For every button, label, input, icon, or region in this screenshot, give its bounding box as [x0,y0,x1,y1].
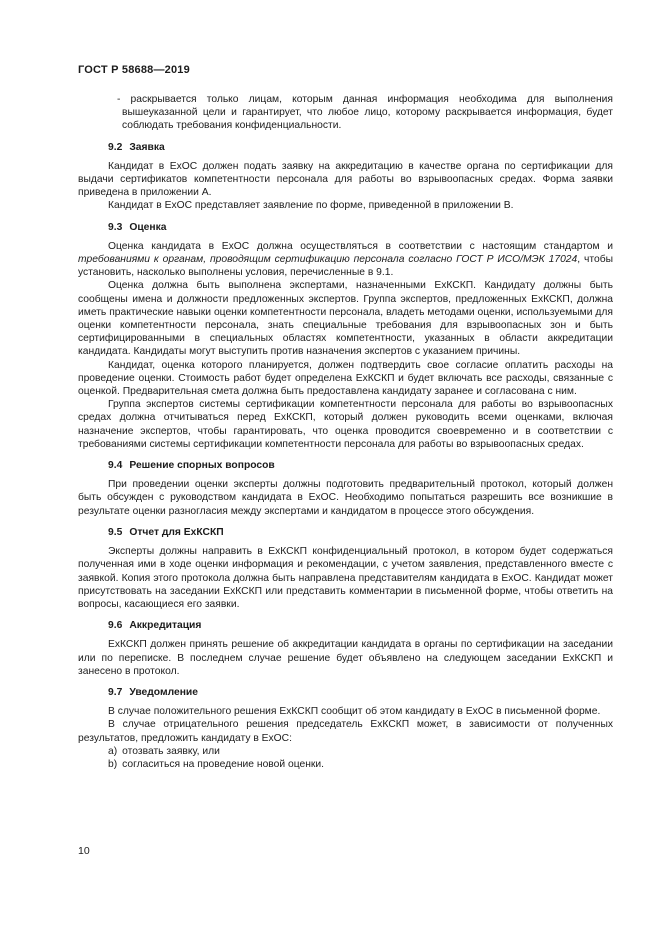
paragraph: В случае положительного решения ЕхКСКП сообщит об этом кандидату в ЕхОС в письменной форме. [108,706,601,718]
document-body [78,93,613,771]
section-heading-9-5: 9.5 Отчет для ЕхКСКП [108,526,224,538]
paragraph: Кандидат в ЕхОС должен подать заявку на аккредитацию в качестве органа по сертификации для выдачи сертификатов компетентности персонала для работы во взрывоопасных средах. Форма заявки приведена в приложении А. [78,160,613,199]
paragraph: Кандидат, оценка которого планируется, должен подтвердить свое согласие оплатить расходы на проведение оценки. Стоимость работ будет определена ЕхКСКП и будет включать все расходы, связанные с оценкой. Предварительная смета должна быть предоставлена кандидату заранее и согласована с ним. [78,359,613,398]
section-heading-9-7: 9.7 Уведомление [108,686,198,698]
paragraph: При проведении оценки эксперты должны подготовить предварительный протокол, который должен быть обсужден с руководством кандидата в ЕхОС. Необходимо попытаться разрешить все возникшие в результате оценки разногласия между экспертами и кандидатом в процессе этого обсуждения. [78,479,613,517]
list-item: b) согласиться на проведение новой оценки. [108,758,325,770]
italic-reference: требованиями к органам, проводящим сертификацию персонала согласно ГОСТ Р ИСО/МЭК 17024 [78,254,578,266]
list-item: a) отозвать заявку, или [108,745,220,757]
paragraph: Кандидат в ЕхОС представляет заявление по форме, приведенной в приложении В. [108,200,514,212]
paragraph: Группа экспертов системы сертификации компетентности персонала для работы во взрывоопасных средах должна отчитываться перед ЕхКСКП, который должен руководить всеми оценками, включая назначение экспертов, чтобы гарантировать, что оценка проводится своевременно и в соответствии с требованиями системы сертификации компетентности персонала для работы во взрывоопасных средах. [78,399,613,450]
options-list [78,745,613,771]
paragraph: Оценка кандидата в ЕхОС должна осуществляться в соответствии с настоящим стандартом и требованиями к органам, проводящим сертификацию персонала согласно ГОСТ Р ИСО/МЭК 17024, чтобы установить, насколько выполнены условия, перечисленные в 9.1. [78,240,613,279]
section-heading-9-6: 9.6 Аккредитация [108,620,202,632]
paragraph: Оценка должна быть выполнена экспертами, назначенными ЕхКСКП. Кандидату должны быть сообщены имена и должности предложенных экспертов. Группа экспертов, предложенных ЕхКСКП, должна иметь практические навыки оценки компетентности персонала, владеть методами оценки, используемыми для оценки компетентности персонала, знать специальные требования для взрывоопасных зон и быть сертифицированными в специальных областях компетентности, указанных в области аккредитации кандидата. Кандидаты могут выступить против назначения экспертов с указанием причины. [78,280,613,358]
section-heading-9-3: 9.3 Оценка [108,221,167,233]
paragraph: Эксперты должны направить в ЕхКСКП конфиденциальный протокол, в котором будет содержаться полученная ими в ходе оценки информация и рекомендации, с учетом заявления, представленного вместе с заявкой. Копия этого протокола должна быть направлена представителям кандидата в ЕхОС. Кандидат может присутствовать на заседании ЕхКСКП или представить комментарии в письменной форме, чтобы ответить на вопросы, касающиеся его заявки. [78,546,613,610]
section-heading-9-2: 9.2 Заявка [108,141,165,153]
intro-list-item: - раскрывается только лицам, которым данная информация необходима для выполнения вышеуказанной цели и гарантирует, что любое лицо, которому раскрывается информация, будет соблюдать требования конфиденциальности. [117,94,613,132]
paragraph: В случае отрицательного решения председатель ЕхКСКП может, в зависимости от полученных результатов, предложить кандидату в ЕхОС: [78,719,613,744]
section-heading-9-4: 9.4 Решение спорных вопросов [108,460,275,472]
page-number: 10 [78,845,90,857]
paragraph: ЕхКСКП должен принять решение об аккредитации кандидата в органы по сертификации на заседании или по переписке. В последнем случае решение будет объявлено на следующем заседании ЕхКСКП и занесено в протокол. [78,639,613,677]
document-header: ГОСТ Р 58688—2019 [78,64,190,76]
